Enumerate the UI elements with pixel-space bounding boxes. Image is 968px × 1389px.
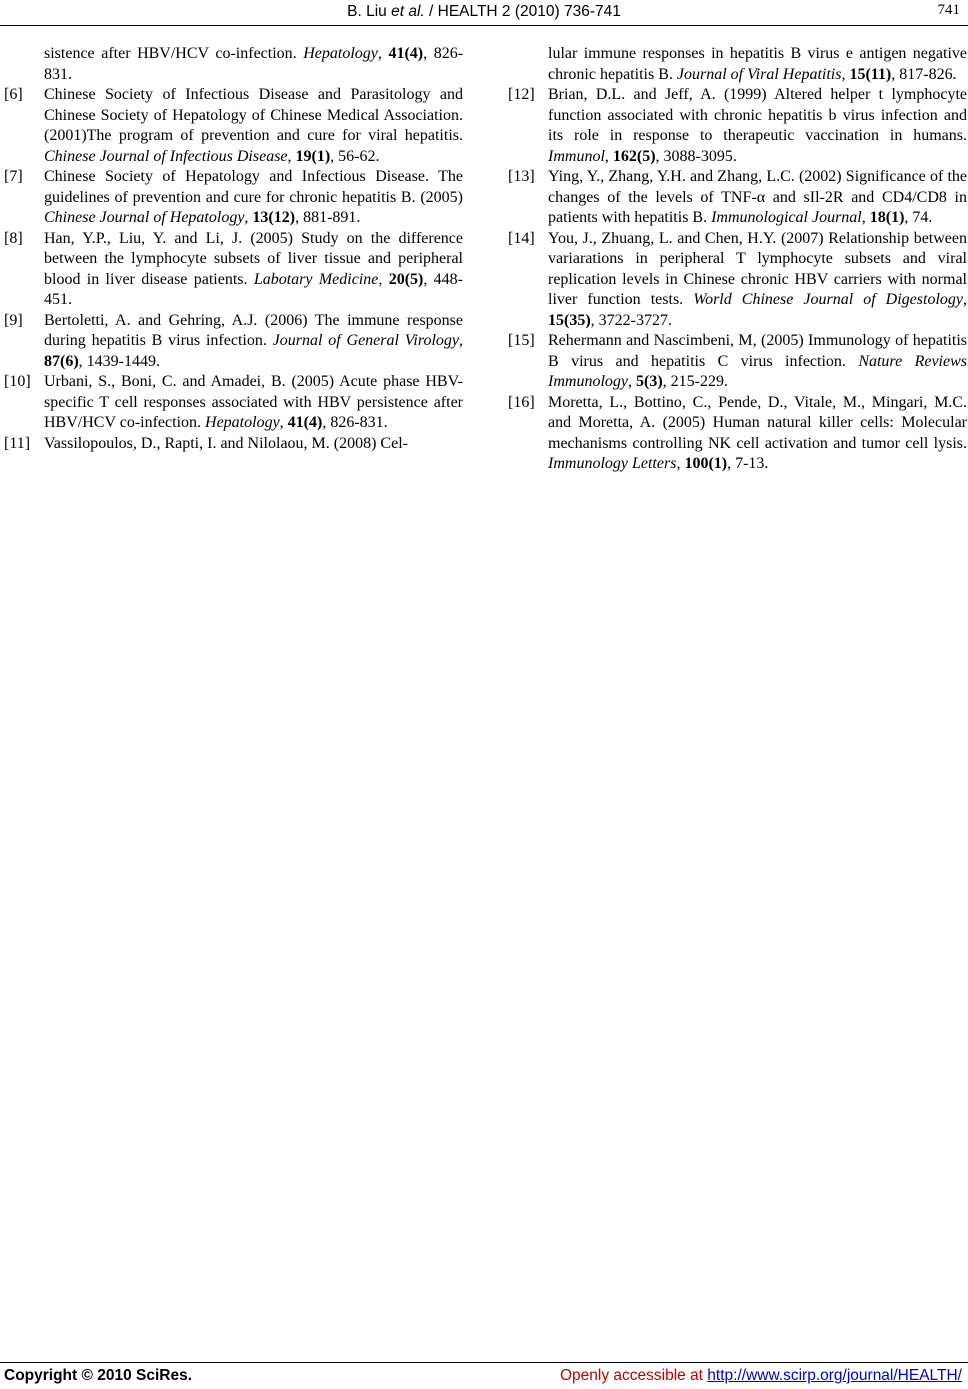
header-rule bbox=[0, 25, 968, 26]
reference-body: Han, Y.P., Liu, Y. and Li, J. (2005) Study on the difference between the lymphocyte subsets of liver tissue and peripheral blood in liver disease patients. bbox=[44, 229, 463, 288]
reference-body: Brian, D.L. and Jeff, A. (1999) Altered helper t lymphocyte function associated with chronic hepatitis b virus infection and its role in response to therapeutic vaccination in humans. bbox=[548, 86, 967, 144]
reference-text bbox=[548, 331, 967, 393]
reference-body: Urbani, S., Boni, C. and Amadei, B. (2005) Acute phase HBV-specific T cell responses associated with HBV persistence after HBV/HCV co-infection. bbox=[44, 373, 463, 431]
separator: , bbox=[676, 455, 685, 472]
reference-number: [9] bbox=[4, 311, 23, 329]
access-text: Openly accessible at bbox=[559, 1367, 708, 1384]
reference-number: [6] bbox=[4, 86, 23, 103]
reference-number: [13] bbox=[508, 168, 535, 185]
reference-item bbox=[508, 331, 967, 393]
page-header bbox=[0, 0, 968, 26]
journal-name: Labotary Medicine bbox=[253, 270, 379, 288]
reference-item bbox=[4, 229, 463, 311]
journal-name: Journal of General Virology bbox=[272, 332, 459, 349]
separator: , bbox=[963, 291, 967, 308]
author: B. Liu bbox=[347, 3, 392, 20]
right-column bbox=[508, 44, 967, 475]
reference-number: [10] bbox=[4, 373, 31, 390]
reference-number: [7] bbox=[4, 168, 23, 185]
pages: , 7-13. bbox=[727, 455, 769, 472]
running-title bbox=[0, 3, 968, 21]
journal-name: Immunol bbox=[548, 147, 605, 165]
reference-body: Bertoletti, A. and Gehring, A.J. (2006) The immune response during hepatitis B virus infection. bbox=[44, 311, 463, 349]
reference-text bbox=[44, 434, 463, 455]
reference-body: Chinese Society of Hepatology and Infectious Disease. The guidelines of prevention and cure for chronic hepatitis B. (2005) bbox=[44, 168, 463, 206]
reference-text bbox=[508, 44, 967, 85]
journal-name: Chinese Journal of Infectious Disease bbox=[44, 147, 288, 165]
reference-item bbox=[508, 44, 967, 85]
volume: 19(1) bbox=[295, 147, 331, 165]
volume: 87(6) bbox=[44, 352, 79, 370]
reference-item bbox=[4, 372, 463, 434]
copyright: Copyright © 2010 SciRes. bbox=[4, 1367, 193, 1384]
reference-body: sistence after HBV/HCV co-infection. bbox=[44, 45, 304, 62]
separator: , bbox=[279, 414, 288, 431]
separator: , bbox=[287, 147, 296, 165]
reference-text bbox=[44, 311, 463, 373]
reference-item bbox=[508, 393, 967, 475]
et-al: et al. bbox=[391, 3, 425, 20]
reference-number: [16] bbox=[508, 393, 535, 411]
pages: , 56-62. bbox=[330, 147, 380, 165]
reference-number: [14] bbox=[508, 229, 535, 247]
journal-citation: / HEALTH 2 (2010) 736-741 bbox=[424, 3, 621, 20]
reference-body: Rehermann and Nascimbeni, M, (2005) Immunology of hepatitis B virus and hepatitis C virus infection. bbox=[548, 332, 967, 370]
reference-body: Vassilopoulos, D., Rapti, I. and Nilolaou, M. (2008) Cel- bbox=[44, 434, 408, 452]
reference-body: lular immune responses in hepatitis B virus e antigen negative chronic hepatitis B. bbox=[548, 45, 967, 83]
volume: 5(3) bbox=[635, 373, 663, 390]
volume: 41(4) bbox=[287, 414, 323, 431]
reference-number: [8] bbox=[4, 229, 23, 247]
separator: , bbox=[841, 65, 850, 83]
reference-body: Chinese Society of Infectious Disease and Parasitology and Chinese Society of Hepatology of Chinese Medical Association. (2001)The program of prevention and cure for viral hepatitis. bbox=[44, 86, 463, 144]
reference-item bbox=[508, 229, 967, 332]
reference-text bbox=[4, 44, 463, 85]
reference-number: [11] bbox=[4, 434, 31, 452]
volume: 100(1) bbox=[684, 455, 728, 472]
reference-text bbox=[44, 229, 463, 311]
pages: , 74. bbox=[904, 209, 933, 226]
reference-text bbox=[548, 167, 967, 229]
journal-name: Hepatology bbox=[303, 45, 378, 62]
reference-item bbox=[4, 44, 463, 85]
reference-item bbox=[4, 167, 463, 229]
volume: 20(5) bbox=[388, 270, 424, 288]
page-number: 741 bbox=[937, 2, 960, 18]
pages: , 826-831. bbox=[44, 45, 464, 83]
reference-item bbox=[508, 167, 967, 229]
separator: , bbox=[459, 332, 463, 349]
volume: 18(1) bbox=[869, 209, 905, 226]
reference-item bbox=[4, 85, 463, 167]
reference-item bbox=[4, 434, 463, 455]
reference-text bbox=[44, 85, 463, 167]
volume: 13(12) bbox=[252, 209, 296, 226]
separator: , bbox=[377, 45, 389, 62]
pages: , 826-831. bbox=[322, 414, 388, 431]
journal-name: World Chinese Journal of Digestology bbox=[693, 291, 963, 308]
pages: , 1439-1449. bbox=[78, 352, 160, 370]
reference-text bbox=[548, 229, 967, 332]
pages: , 215-229. bbox=[662, 373, 728, 390]
separator: , bbox=[244, 209, 253, 226]
pages: , 3088-3095. bbox=[655, 147, 737, 165]
reference-text bbox=[548, 85, 967, 167]
reference-body: You, J., Zhuang, L. and Chen, H.Y. (2007) Relationship between variarations in peripheral T lymphocyte subsets and viral replication levels in Chinese chronic HBV carriers with normal liver function tests. bbox=[548, 229, 967, 308]
pages: , 3722-3727. bbox=[590, 311, 672, 329]
reference-item bbox=[4, 311, 463, 373]
separator: , bbox=[861, 209, 870, 226]
volume: 15(35) bbox=[548, 311, 591, 329]
footer-rule bbox=[0, 1362, 968, 1363]
journal-name: Nature Reviews Immunology bbox=[548, 352, 967, 390]
separator: , bbox=[627, 373, 636, 390]
volume: 162(5) bbox=[612, 147, 656, 165]
reference-number: [15] bbox=[508, 332, 535, 349]
reference-text bbox=[44, 372, 463, 434]
reference-item bbox=[508, 85, 967, 167]
volume: 15(11) bbox=[849, 65, 892, 83]
reference-body: Ying, Y., Zhang, Y.H. and Zhang, L.C. (2002) Significance of the changes of the levels of TNF-α and sIl-2R and CD4/CD8 in patients with hepatitis B. bbox=[548, 168, 967, 226]
separator: , bbox=[378, 270, 389, 288]
left-column bbox=[4, 44, 463, 454]
journal-name: Immunology Letters bbox=[548, 455, 677, 472]
volume: 41(4) bbox=[388, 45, 424, 62]
journal-name: Chinese Journal of Hepatology bbox=[44, 209, 245, 226]
pages: , 817-826. bbox=[891, 65, 957, 83]
journal-name: Immunological Journal bbox=[711, 209, 862, 226]
journal-url-link[interactable]: http://www.scirp.org/journal/HEALTH/ bbox=[707, 1367, 962, 1384]
access-note bbox=[560, 1367, 962, 1385]
reference-text bbox=[548, 393, 967, 475]
journal-name: Journal of Viral Hepatitis bbox=[676, 65, 842, 83]
reference-body: Moretta, L., Bottino, C., Pende, D., Vitale, M., Mingari, M.C. and Moretta, A. (2005) Human natural killer cells: Molecular mechanisms controlling NK cell activation and tumor cell lysis. bbox=[548, 393, 967, 452]
pages: , 881-891. bbox=[295, 209, 361, 226]
separator: , bbox=[604, 147, 613, 165]
journal-name: Hepatology bbox=[205, 414, 280, 431]
reference-text bbox=[44, 167, 463, 229]
pages: , 448-451. bbox=[44, 270, 463, 308]
reference-number: [12] bbox=[508, 86, 535, 103]
